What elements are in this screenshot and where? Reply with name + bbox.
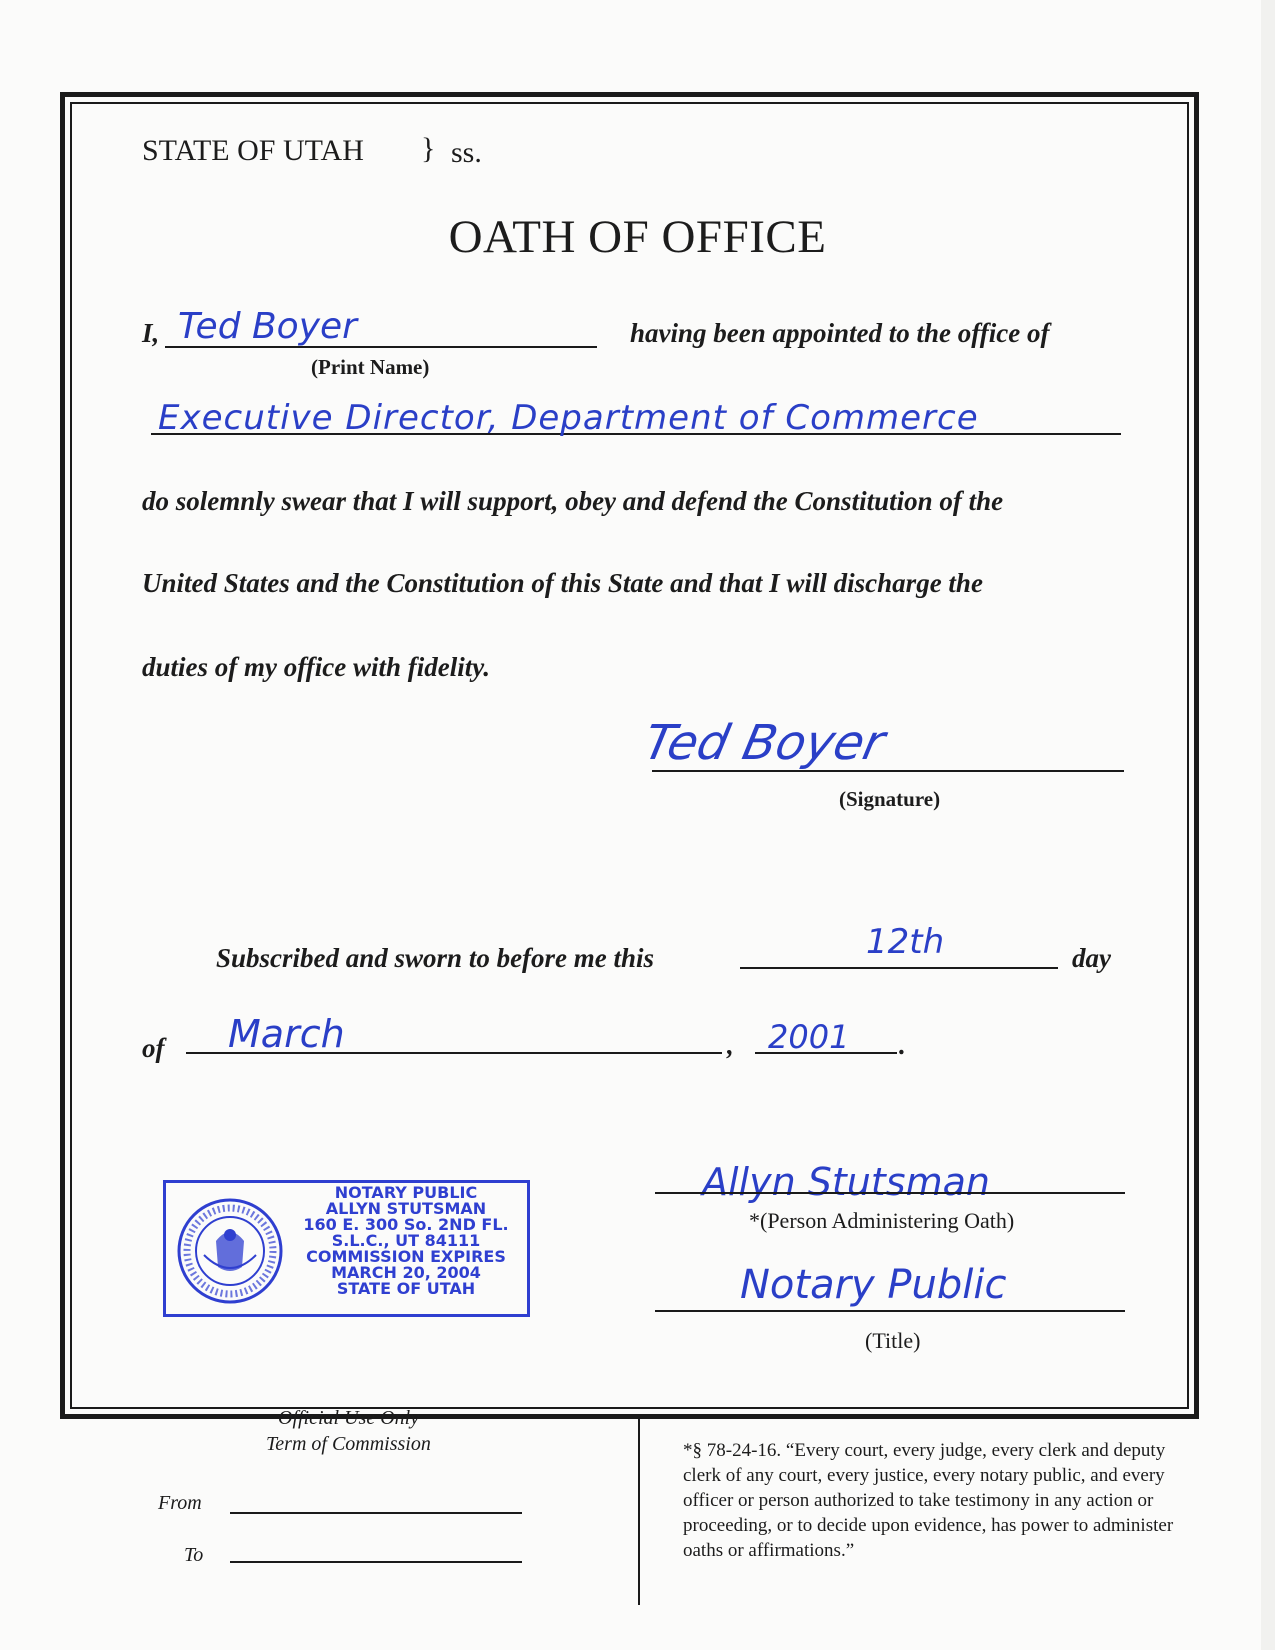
signature-caption: (Signature): [839, 787, 941, 811]
oath-line-1: do solemnly swear that I will support, obey and defend the Constitution of the: [142, 486, 1004, 516]
oath-line-2: United States and the Constitution of this State and that I will discharge the: [142, 568, 983, 598]
official-use-label: Official Use Only: [278, 1407, 420, 1429]
stamp-line: STATE OF UTAH: [336, 1279, 476, 1298]
notary-stamp: [163, 1180, 530, 1317]
print-name-caption: (Print Name): [311, 355, 430, 379]
handwritten-title: Notary Public: [740, 1262, 1007, 1308]
signature-line: [652, 770, 1124, 772]
stamp-line: COMMISSION EXPIRES: [306, 1247, 506, 1266]
handwritten-year: 2001: [768, 1018, 850, 1056]
document-title: OATH OF OFFICE: [448, 211, 827, 263]
footer-divider: [638, 1415, 640, 1605]
day-line: [740, 967, 1058, 969]
handwritten-office: Executive Director, Department of Commerce: [158, 398, 979, 438]
to-label: To: [184, 1544, 204, 1566]
from-label: From: [158, 1492, 202, 1514]
state-heading: STATE OF UTAH: [142, 134, 364, 167]
stamp-line: 160 E. 300 So. 2ND FL.: [303, 1215, 509, 1234]
handwritten-administrator: Allyn Stutsman: [702, 1160, 990, 1204]
subscribed-text: Subscribed and sworn to before me this: [216, 943, 655, 973]
intro-prefix: I,: [142, 318, 160, 348]
state-seal-icon: [176, 1197, 284, 1305]
intro-suffix: having been appointed to the office of: [630, 318, 1050, 348]
stamp-text: [286, 1185, 526, 1297]
from-line: [230, 1512, 522, 1514]
administrator-line: [655, 1192, 1125, 1194]
comma: ,: [727, 1030, 734, 1060]
stamp-line: ALLYN STUTSMAN: [325, 1199, 487, 1218]
to-line: [230, 1561, 522, 1563]
stamp-line: NOTARY PUBLIC: [334, 1183, 478, 1202]
handwritten-day: 12th: [866, 922, 945, 962]
period: .: [899, 1030, 906, 1060]
day-word: day: [1072, 943, 1111, 973]
administrator-caption: *(Person Administering Oath): [749, 1208, 1015, 1233]
handwritten-signature: Ted Boyer: [639, 715, 890, 771]
of-word: of: [142, 1033, 165, 1063]
stamp-line: S.L.C., UT 84111: [331, 1231, 481, 1250]
title-line: [655, 1310, 1125, 1312]
ss-mark: ss.: [451, 136, 482, 169]
stamp-line: MARCH 20, 2004: [331, 1263, 481, 1282]
handwritten-month: March: [228, 1012, 345, 1056]
term-label: Term of Commission: [266, 1433, 431, 1455]
brace: }: [421, 132, 436, 165]
handwritten-name: Ted Boyer: [178, 306, 357, 347]
title-caption: (Title): [865, 1328, 921, 1353]
statute-text: *§ 78-24-16. “Every court, every judge, every clerk and deputy clerk of any court, every justice, every notary public, and every officer or person authorized to take testimony in any action or proceeding, or to decide upon evidence, has power to administer oaths or affirmations.”: [683, 1440, 1174, 1561]
oath-line-3: duties of my office with fidelity.: [142, 652, 490, 682]
